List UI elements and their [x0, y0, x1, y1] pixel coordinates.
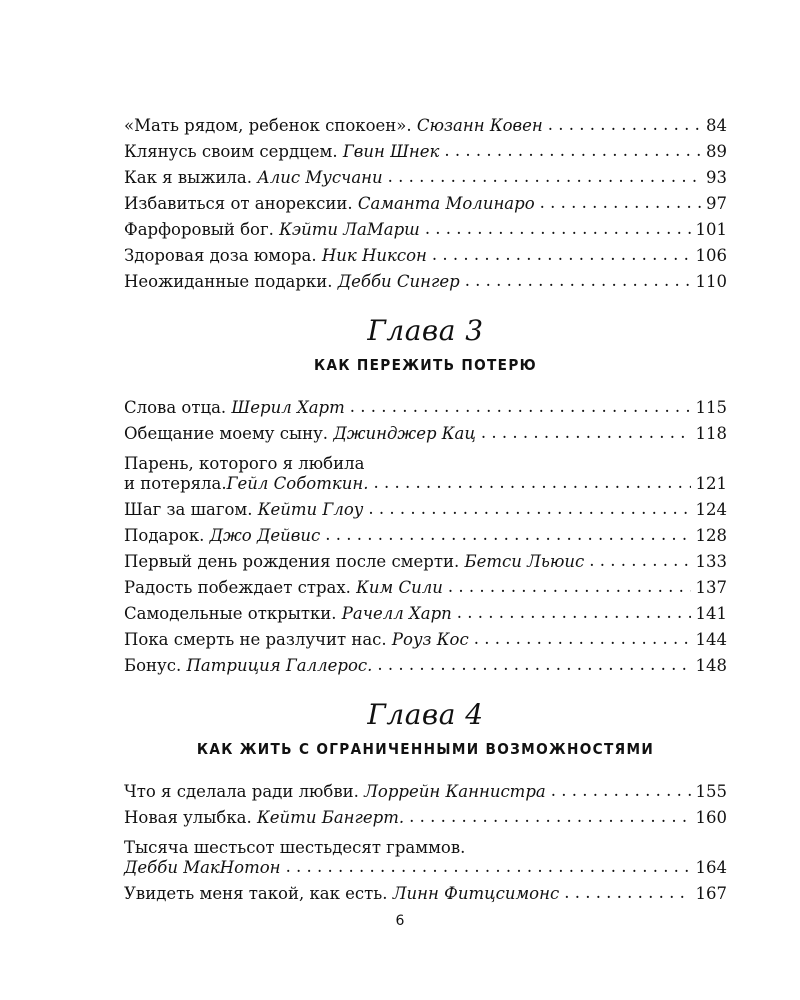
entry-author: Гвин Шнек	[342, 142, 440, 161]
entry-author: Рачелл Харп	[341, 604, 452, 623]
entry-title: Пока смерть не разлучит нас.	[124, 630, 387, 649]
toc-entry	[124, 139, 727, 165]
entry-author: Джинджер Кац	[333, 424, 476, 443]
entry-author: Шерил Харт	[231, 398, 345, 417]
dot-leader	[377, 652, 690, 678]
entry-author: Ким Сили	[356, 578, 443, 597]
dot-leader	[457, 600, 691, 626]
entry-author: Гейл Соботкин.	[226, 474, 369, 493]
entry-page-number: 133	[695, 552, 727, 571]
toc-entry	[124, 497, 727, 523]
dot-leader	[286, 857, 691, 877]
entry-author: Кейти Бангерт.	[257, 808, 405, 827]
entry-author: Патриция Галлерос.	[186, 656, 373, 675]
chapter-heading: Глава 3	[367, 314, 484, 347]
toc-entry	[124, 243, 727, 269]
dot-leader	[548, 112, 701, 138]
dot-leader	[350, 394, 691, 420]
dot-leader	[540, 190, 701, 216]
entry-author: Бетси Льюис	[464, 552, 585, 571]
toc-entry	[124, 217, 727, 243]
dot-leader	[481, 420, 691, 446]
toc-entry	[124, 881, 727, 907]
toc-entry	[124, 421, 727, 447]
entry-page-number: 121	[695, 474, 727, 493]
entry-title: и потеряла.	[124, 474, 227, 493]
entry-title: Бонус.	[124, 656, 182, 675]
toc-entry	[124, 269, 727, 295]
toc-entry	[124, 627, 727, 653]
toc-entry	[124, 165, 727, 191]
dot-leader	[368, 496, 690, 522]
toc-section-continued	[124, 113, 727, 295]
dot-leader	[551, 778, 691, 804]
toc-entry	[124, 395, 727, 421]
entry-title: «Мать рядом, ребенок спокоен».	[124, 116, 412, 135]
entry-page-number: 144	[695, 630, 727, 649]
dot-leader	[425, 216, 691, 242]
entry-page-number: 164	[695, 858, 727, 877]
entry-title: Клянусь своим сердцем.	[124, 142, 338, 161]
entry-page-number: 141	[695, 604, 727, 623]
chapter-subtitle: КАК ПЕРЕЖИТЬ ПОТЕРЮ	[314, 356, 537, 374]
entry-author: Саманта Молинаро	[357, 194, 535, 213]
entry-title: Подарок.	[124, 526, 205, 545]
toc-entry	[124, 191, 727, 217]
entry-title: Здоровая доза юмора.	[124, 246, 317, 265]
entry-author: Дебби МакНотон	[124, 858, 281, 877]
entry-page-number: 115	[695, 398, 727, 417]
dot-leader	[325, 522, 690, 548]
entry-title: Увидеть меня такой, как есть.	[124, 884, 388, 903]
entry-title-line1: Парень, которого я любила	[124, 454, 365, 473]
entry-title: Самодельные открытки.	[124, 604, 337, 623]
entry-title: Фарфоровый бог.	[124, 220, 274, 239]
entry-page-number: 110	[695, 272, 727, 291]
toc-entry	[124, 834, 727, 878]
dot-leader	[409, 804, 690, 830]
entry-title: Слова отца.	[124, 398, 227, 417]
entry-author: Алис Мусчани	[257, 168, 383, 187]
toc-entry	[124, 805, 727, 831]
entry-page-number: 101	[695, 220, 727, 239]
entry-title: Обещание моему сыну.	[124, 424, 329, 443]
chapter-heading: Глава 4	[367, 698, 484, 731]
entry-page-number: 160	[695, 808, 727, 827]
entry-title: Как я выжила.	[124, 168, 252, 187]
toc-entry	[124, 113, 727, 139]
entry-page-number: 137	[695, 578, 727, 597]
toc-entry	[124, 549, 727, 575]
dot-leader	[465, 268, 691, 294]
entry-author: Джо Дейвис	[209, 526, 321, 545]
entry-page-number: 128	[695, 526, 727, 545]
entry-page-number: 97	[706, 194, 727, 213]
entry-title: Что я сделала ради любви.	[124, 782, 359, 801]
dot-leader	[373, 473, 690, 493]
toc-entry	[124, 601, 727, 627]
entry-author: Дебби Сингер	[337, 272, 460, 291]
entry-author: Лоррейн Каннистра	[364, 782, 546, 801]
toc-entry	[124, 450, 727, 494]
chapter-subtitle: КАК ЖИТЬ С ОГРАНИЧЕННЫМИ ВОЗМОЖНОСТЯМИ	[196, 740, 655, 758]
chapter-3	[124, 315, 727, 679]
table-of-contents	[124, 113, 727, 907]
toc-entry	[124, 575, 727, 601]
entry-title-line1: Тысяча шестьсот шестьдесят граммов.	[124, 838, 466, 857]
entry-page-number: 148	[695, 656, 727, 675]
entry-author: Роуз Кос	[391, 630, 469, 649]
entry-author: Линн Фитцсимонс	[392, 884, 560, 903]
entry-page-number: 167	[695, 884, 727, 903]
dot-leader	[448, 574, 691, 600]
entry-title: Первый день рождения после смерти.	[124, 552, 460, 571]
entry-title: Избавиться от анорексии.	[124, 194, 353, 213]
entry-author: Кэйти ЛаМарш	[279, 220, 420, 239]
entry-author: Сюзанн Ковен	[416, 116, 543, 135]
chapter-4	[124, 699, 727, 907]
entry-page-number: 106	[695, 246, 727, 265]
toc-entry	[124, 653, 727, 679]
entry-title: Неожиданные подарки.	[124, 272, 333, 291]
entry-page-number: 84	[706, 116, 727, 135]
entry-page-number: 89	[706, 142, 727, 161]
page-number: 6	[395, 913, 405, 929]
toc-entry	[124, 779, 727, 805]
entry-page-number: 124	[695, 500, 727, 519]
dot-leader	[432, 242, 691, 268]
dot-leader	[589, 548, 690, 574]
dot-leader	[444, 138, 701, 164]
entry-title: Радость побеждает страх.	[124, 578, 351, 597]
entry-page-number: 118	[695, 424, 727, 443]
dot-leader	[474, 626, 691, 652]
entry-author: Кейти Глоу	[257, 500, 364, 519]
dot-leader	[388, 164, 701, 190]
toc-entry	[124, 523, 727, 549]
dot-leader	[564, 880, 690, 906]
entry-author: Ник Никсон	[321, 246, 427, 265]
entry-page-number: 155	[695, 782, 727, 801]
entry-page-number: 93	[706, 168, 727, 187]
entry-title: Шаг за шагом.	[124, 500, 253, 519]
entry-title: Новая улыбка.	[124, 808, 252, 827]
